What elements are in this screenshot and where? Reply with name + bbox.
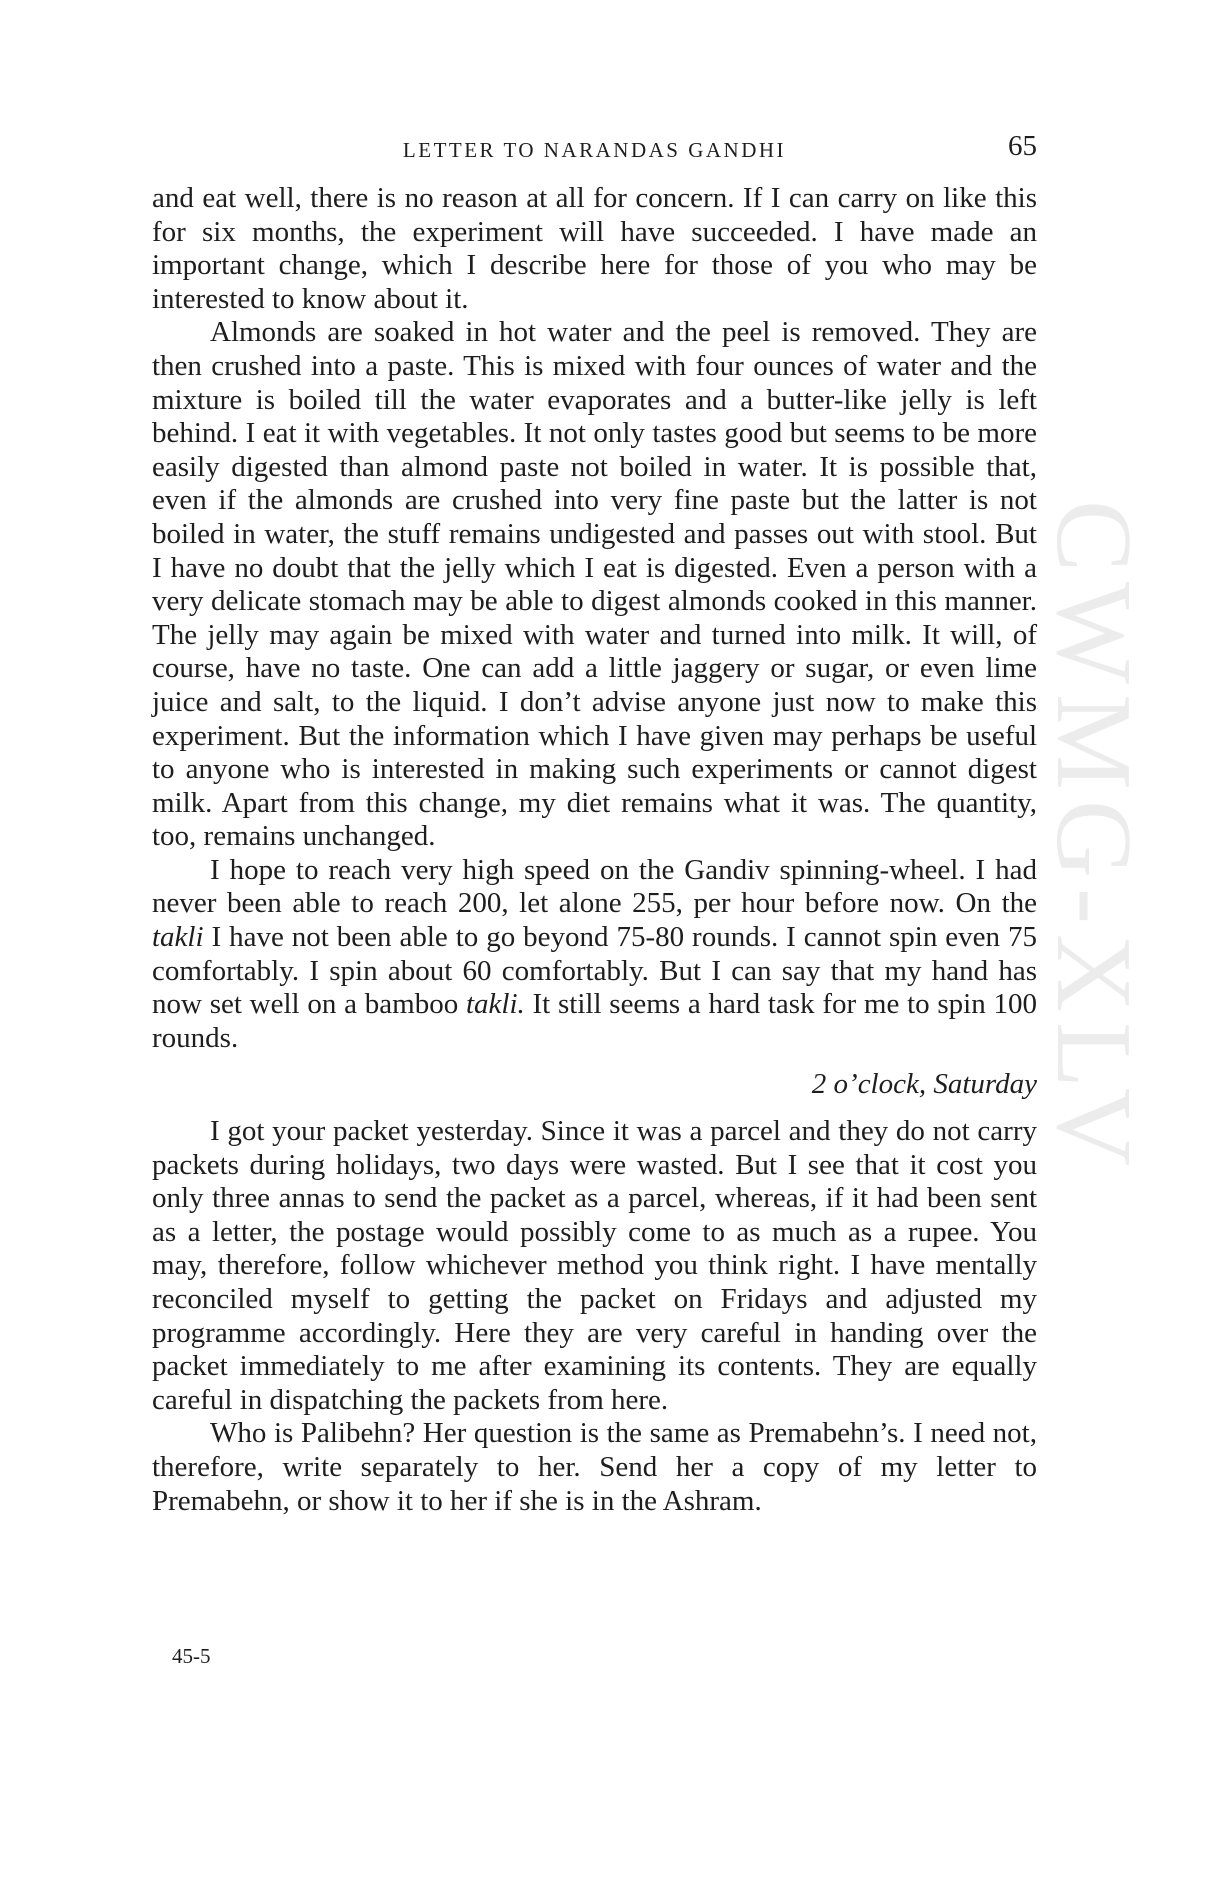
paragraph-3 [152,854,1037,1056]
takli-term: takli [152,921,204,954]
paragraph-3-part-b: I have not been able to go beyond 75-80 rounds. I cannot spin even 75 comfortably. I spin about 60 comfortably. But I can say that my hand has now set well on a bamboo [152,921,1037,1021]
paragraph-2: Almonds are soaked in hot water and the peel is removed. They are then crushed into a paste. This is mixed with four ounces of water and the mixture is boiled till the water evaporates and a butter-like jelly is left behind. I eat it with vegetables. It not only tastes good but seems to be more easily digested than almond paste not boiled in water. It is possible that, even if the almonds are crushed into very fine paste but the latter is not boiled in water, the stuff remains undigested and passes out with stool. But I have no doubt that the jelly which I eat is digested. Even a person with a very delicate stomach may be able to digest almonds cooked in this manner. The jelly may again be mixed with water and turned into milk. It will, of course, have no taste. One can add a little jaggery or sugar, or even lime juice and salt, to the liquid. I don’t advise anyone just now to make this experiment. But the information which I have given may perhaps be useful to anyone who is interested in making such experiments or cannot digest milk. Apart from this change, my diet remains what it was. The quantity, too, remains unchanged. [152,316,1037,853]
page-number: 65 [1008,130,1037,162]
paragraph-3-part-a: I hope to reach very high speed on the Gandiv spinning-wheel. I had never been able to reach 200, let alone 255, per hour before now. On the [152,853,1037,920]
takli-term: takli. [465,988,525,1021]
page-header [152,130,1037,170]
signature-mark: 45-5 [172,1644,211,1668]
dateline: 2 o’clock, Saturday [811,1068,1037,1101]
paragraph-1: and eat well, there is no reason at all for concern. If I can carry on like this for six months, the experiment will have succeeded. I have made an important change, which I describe here for those of you who may be interested to know about it. [152,182,1037,315]
body-text [152,182,1037,1518]
paragraph-3-part-c: It still seems a hard task for me to spin 100 rounds. [152,988,1038,1054]
paragraph-5: Who is Palibehn? Her question is the same as Premabehn’s. I need not, therefore, write separately to her. Send her a copy of my letter to Premabehn, or show it to her if she is in the Ashram. [152,1417,1037,1517]
paragraph-4: I got your packet yesterday. Since it was a parcel and they do not carry packets during holidays, two days were wasted. But I see that it cost you only three annas to send the packet as a parcel, whereas, if it had been sent as a letter, the postage would possibly come to as much as a rupee. You may, therefore, follow whichever method you think right. I have mentally reconciled myself to getting the packet on Fridays and adjusted my programme accordingly. Here they are very careful in handing over the packet immediately to me after examining its contents. They are equally careful in dispatching the packets from here. [152,1115,1037,1416]
running-title: LETTER TO NARANDAS GANDHI [402,138,787,162]
watermark-text: CWMG-XLV [1034,500,1153,1177]
